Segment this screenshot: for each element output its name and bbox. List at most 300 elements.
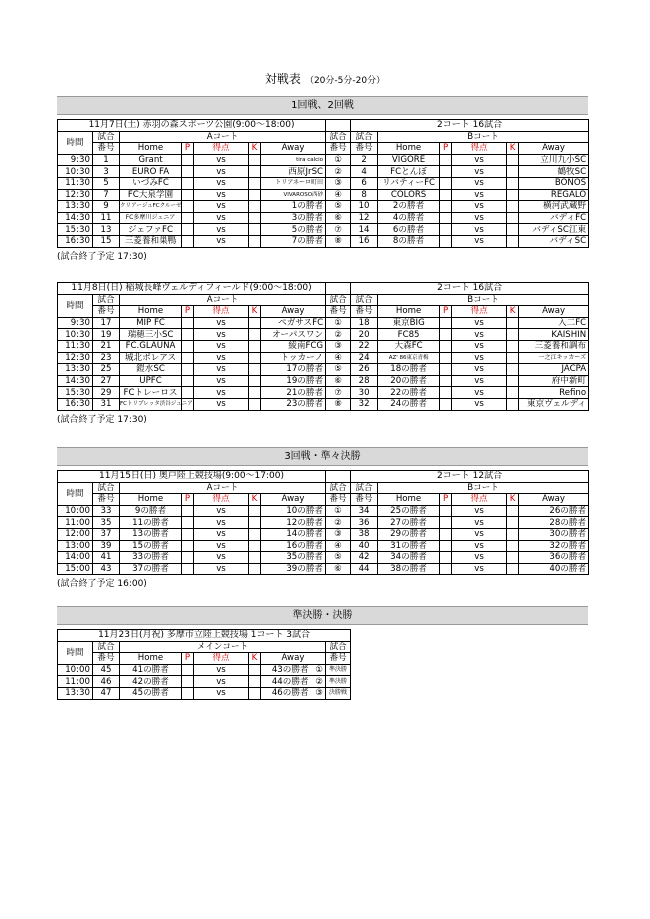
match-number: 28 [351,375,378,387]
k-cell [249,563,261,575]
section-semifinal-final [57,606,588,700]
away-team: 44の勝者 [271,676,309,687]
vs-label: vs [194,235,249,247]
home-team: 大森FC [378,340,440,352]
away-team: 19の勝者 [261,375,326,387]
p-header: P [440,494,452,506]
p-cell [182,224,194,236]
schedule-table [57,282,589,411]
away-team: 1の勝者 [261,201,326,213]
home-team: FCとんぼ [378,166,440,178]
match-number: 20 [351,329,378,341]
match-number: 24 [351,352,378,364]
p-cell [440,517,452,529]
court-b-header: Bコート [378,294,589,306]
courts-summary: 2コート 12試合 [351,471,589,483]
vs-label: vs [452,398,507,410]
k-cell [249,166,261,178]
k-cell [507,563,519,575]
p-header: P [440,143,452,155]
p-cell [440,398,452,410]
home-team: いづみFC [120,177,182,189]
match-order-mark: ③ [326,528,351,540]
match-number: 45 [93,664,120,676]
match-number: 36 [351,517,378,529]
blank-cell [326,283,351,295]
p-cell [182,552,194,564]
away-team: 40の勝者 [519,563,589,575]
p-cell [182,364,194,376]
vs-label: vs [452,189,507,201]
vs-label: vs [452,528,507,540]
match-time: 11:00 [58,676,93,688]
match-number: 21 [93,340,120,352]
vs-label: vs [452,235,507,247]
k-cell [249,364,261,376]
away-team: 三菱養和調布 [519,340,589,352]
vs-label: vs [452,317,507,329]
match-order-mark: ② [326,517,351,529]
home-team: 2の勝者 [378,201,440,213]
table-row [58,664,351,676]
p-cell [440,364,452,376]
p-cell [182,189,194,201]
k-cell [507,177,519,189]
k-cell [249,352,261,364]
home-team: FC多摩川ジュニア [120,212,182,224]
home-header: Home [378,143,440,155]
k-cell [249,189,261,201]
p-cell [440,154,452,166]
match-number: 5 [93,177,120,189]
away-team: バディSC江東 [519,224,589,236]
p-cell [182,687,194,699]
home-team: 4の勝者 [378,212,440,224]
match-order-mark: ⑤ [326,201,351,213]
table-row [58,224,589,236]
table-row [58,340,589,352]
p-cell [440,563,452,575]
section-round1-day1 [57,96,588,261]
home-team: 45の勝者 [120,687,182,699]
match-no-header-bottom-b: 番号 [351,143,378,155]
match-no-header-top-b: 試合 [351,131,378,143]
schedule-table [57,119,589,248]
k-cell [507,528,519,540]
table-row [58,563,589,575]
p-cell [182,317,194,329]
points-header: 得点 [452,306,507,318]
home-team: 41の勝者 [120,664,182,676]
time-header: 時間 [58,131,93,154]
k-cell [507,235,519,247]
k-cell [249,676,261,688]
match-no-header-bottom-b: 番号 [351,494,378,506]
vs-label: vs [452,387,507,399]
k-cell [249,387,261,399]
section-round3-quarterfinal [57,447,588,588]
k-cell [249,540,261,552]
match-order-mark: ⑥ [326,212,351,224]
k-cell [249,398,261,410]
vs-label: vs [194,687,249,699]
points-header: 得点 [194,653,249,665]
home-team: FCトリプレッタ渋谷ジュニア [120,398,182,410]
points-header: 得点 [194,494,249,506]
date-venue: 11月8日(日) 稲城長峰ヴェルディフィールド(9:00～18:00) [58,283,326,295]
k-cell [507,552,519,564]
match-time: 10:00 [58,505,93,517]
home-team: FCトレーロス [120,387,182,399]
k-header: K [507,143,519,155]
match-time: 10:00 [58,664,93,676]
vs-label: vs [194,224,249,236]
away-team: 30の勝者 [519,528,589,540]
match-number: 34 [351,505,378,517]
vs-label: vs [452,177,507,189]
footnote: (試合終了予定 16:00) [57,579,147,590]
p-cell [182,563,194,575]
away-header: Away [261,306,326,318]
home-team: UPFC [120,375,182,387]
home-team: リバティーFC [378,177,440,189]
match-number: 12 [351,212,378,224]
match-time: 10:30 [58,166,93,178]
away-header: Away [261,494,326,506]
table-row [58,352,589,364]
p-cell [182,166,194,178]
match-time: 13:30 [58,687,93,699]
table-row [58,317,589,329]
p-cell [182,505,194,517]
home-team: VIGORE [378,154,440,166]
away-team: 入二FC [519,317,589,329]
k-cell [507,387,519,399]
table-row [58,212,589,224]
k-cell [507,517,519,529]
match-no-header-top: 試合 [93,294,120,306]
vs-label: vs [194,398,249,410]
home-team: FC85 [378,329,440,341]
section-header: 1回戦、2回戦 [57,96,588,115]
match-order-mark: ⑥ [326,375,351,387]
p-cell [440,329,452,341]
home-team: 33の勝者 [120,552,182,564]
time-header: 時間 [58,294,93,317]
match-number: 35 [93,517,120,529]
home-team: 37の勝者 [120,563,182,575]
k-cell [249,235,261,247]
k-cell [249,224,261,236]
away-team: 一之江キッカーズ [519,352,589,364]
home-team: 13の勝者 [120,528,182,540]
title-text: 対戦表 [264,72,301,86]
blank-cell [326,471,351,483]
vs-label: vs [194,201,249,213]
match-order-mark: ⑧ [326,235,351,247]
away-team: JACPA [519,364,589,376]
table-row [58,676,351,688]
p-header: P [440,306,452,318]
table-row [58,201,589,213]
match-number: 18 [351,317,378,329]
match-time: 12:30 [58,189,93,201]
match-order-mark: ④ [326,352,351,364]
k-cell [249,375,261,387]
round-label: 準決勝 [326,676,351,688]
match-number: 47 [93,687,120,699]
match-number: 46 [93,676,120,688]
home-team: 20の勝者 [378,375,440,387]
date-venue: 11月7日(土) 赤羽の森スポーツ公園(9:00～18:00) [58,120,326,132]
p-cell [440,212,452,224]
k-header: K [249,494,261,506]
away-team: 鶴牧SC [519,166,589,178]
vs-label: vs [194,375,249,387]
vs-label: vs [452,212,507,224]
away-team: 立川九小SC [519,154,589,166]
home-header: Home [120,494,182,506]
vs-label: vs [194,340,249,352]
home-team: FC.GLAUNA [120,340,182,352]
time-header: 時間 [58,482,93,505]
vs-label: vs [452,375,507,387]
p-cell [440,317,452,329]
away-team: 綾南FCG [261,340,326,352]
k-cell [249,154,261,166]
k-cell [507,201,519,213]
away-team: 43の勝者 [271,665,309,676]
table-row [58,166,589,178]
match-number: 29 [93,387,120,399]
home-team: AZ' 86東京青梅 [378,352,440,364]
away-team: Refino [519,387,589,399]
match-no-header-top: 試合 [326,294,351,306]
points-header: 得点 [194,143,249,155]
k-cell [249,329,261,341]
match-no-header-bottom: 番号 [326,494,351,506]
match-no-header-bottom: 番号 [326,143,351,155]
p-header: P [182,653,194,665]
section-header: 準決勝・決勝 [57,606,588,625]
match-time: 14:00 [58,552,93,564]
courts-summary: 2コート 16試合 [351,283,589,295]
vs-label: vs [452,517,507,529]
table-row [58,398,589,410]
home-team: 8の勝者 [378,235,440,247]
match-order-mark: ⑤ [326,552,351,564]
table-row [58,154,589,166]
home-team: 瑞穂三小SC [120,329,182,341]
k-cell [507,329,519,341]
p-cell [182,201,194,213]
home-team: COLORS [378,189,440,201]
match-time: 15:30 [58,224,93,236]
home-team: ジェファFC [120,224,182,236]
vs-label: vs [452,352,507,364]
away-team: 3の勝者 [261,212,326,224]
court-a-header: Aコート [120,131,326,143]
match-time: 10:30 [58,329,93,341]
away-team: オーパスワン [261,329,326,341]
match-order-mark: ① [312,665,323,676]
match-order-mark: ② [312,676,323,687]
p-header: P [182,306,194,318]
table-row [58,364,589,376]
match-number: 19 [93,329,120,341]
away-team: tira calcio [261,154,326,166]
match-number: 2 [351,154,378,166]
match-number: 33 [93,505,120,517]
match-time: 11:00 [58,517,93,529]
match-number: 27 [93,375,120,387]
home-team: 三菱養和巣鴨 [120,235,182,247]
k-cell [507,340,519,352]
away-team: BONOS [519,177,589,189]
p-cell [440,387,452,399]
vs-label: vs [194,676,249,688]
k-cell [507,212,519,224]
away-team: 12の勝者 [261,517,326,529]
p-cell [182,329,194,341]
k-cell [249,552,261,564]
k-cell [507,540,519,552]
home-header: Home [378,494,440,506]
match-number: 6 [351,177,378,189]
p-cell [182,676,194,688]
match-number: 39 [93,540,120,552]
k-cell [249,528,261,540]
away-header: Away [261,143,326,155]
k-cell [507,166,519,178]
away-header: Away [519,306,589,318]
match-time: 9:30 [58,317,93,329]
vs-label: vs [452,505,507,517]
vs-label: vs [452,154,507,166]
match-no-header-bottom: 番号 [93,653,120,665]
vs-label: vs [194,166,249,178]
table-row [58,505,589,517]
match-time: 16:30 [58,235,93,247]
home-team: FC大泉学園 [120,189,182,201]
home-team: 24の勝者 [378,398,440,410]
section-header: 3回戦・準々決勝 [57,447,588,466]
vs-label: vs [194,154,249,166]
p-cell [440,166,452,178]
k-cell [249,505,261,517]
title-subtitle: （20分-5分-20分） [304,76,386,86]
match-number: 37 [93,528,120,540]
page-title [0,70,650,87]
away-team-with-mark [261,687,326,699]
vs-label: vs [452,329,507,341]
away-team: 10の勝者 [261,505,326,517]
match-time: 15:00 [58,563,93,575]
away-team: トッカーノ [261,352,326,364]
match-time: 12:00 [58,528,93,540]
vs-label: vs [194,505,249,517]
p-cell [182,352,194,364]
table-row [58,540,589,552]
match-time: 14:30 [58,375,93,387]
home-team: Grant [120,154,182,166]
home-team: 鎧水SC [120,364,182,376]
vs-label: vs [452,201,507,213]
home-team: 11の勝者 [120,517,182,529]
match-order-mark: ⑦ [326,224,351,236]
p-cell [182,664,194,676]
away-team: ペガサスFC [261,317,326,329]
match-number: 7 [93,189,120,201]
k-cell [507,317,519,329]
section-round1-day2 [57,278,588,424]
match-number: 26 [351,364,378,376]
match-number: 1 [93,154,120,166]
home-team: 38の勝者 [378,563,440,575]
home-team: 42の勝者 [120,676,182,688]
table-row [58,189,589,201]
match-number: 11 [93,212,120,224]
match-time: 11:30 [58,177,93,189]
home-team: 18の勝者 [378,364,440,376]
away-team: 46の勝者 [271,688,309,699]
away-team: 16の勝者 [261,540,326,552]
k-cell [507,189,519,201]
p-cell [182,235,194,247]
match-order-mark: ① [326,154,351,166]
vs-label: vs [452,166,507,178]
p-cell [440,224,452,236]
points-header: 得点 [452,143,507,155]
date-venue: 11月15日(日) 奥戸陸上競技場(9:00～17:00) [58,471,326,483]
p-cell [440,528,452,540]
p-cell [440,177,452,189]
p-cell [440,552,452,564]
match-time: 11:30 [58,340,93,352]
p-cell [440,235,452,247]
vs-label: vs [194,387,249,399]
home-team: 31の勝者 [378,540,440,552]
k-cell [249,177,261,189]
match-order-mark: ④ [326,540,351,552]
k-cell [249,317,261,329]
k-cell [507,364,519,376]
footnote: (試合終了予定 17:30) [57,251,147,262]
match-order-mark: ① [326,317,351,329]
p-cell [182,540,194,552]
vs-label: vs [452,563,507,575]
away-team-with-mark [261,664,326,676]
k-cell [507,375,519,387]
match-no-header-top: 試合 [93,131,120,143]
home-team: 城北ボレアス [120,352,182,364]
away-team: 東京ヴェルディ [519,398,589,410]
vs-label: vs [194,212,249,224]
k-cell [507,352,519,364]
away-team: 39の勝者 [261,563,326,575]
k-cell [507,505,519,517]
k-header: K [507,494,519,506]
p-cell [440,189,452,201]
courts-summary: 2コート 16試合 [351,120,589,132]
table-row [58,687,351,699]
match-number: 14 [351,224,378,236]
vs-label: vs [452,340,507,352]
match-order-mark: ③ [326,177,351,189]
match-number: 10 [351,201,378,213]
time-header: 時間 [58,641,93,664]
p-cell [440,340,452,352]
